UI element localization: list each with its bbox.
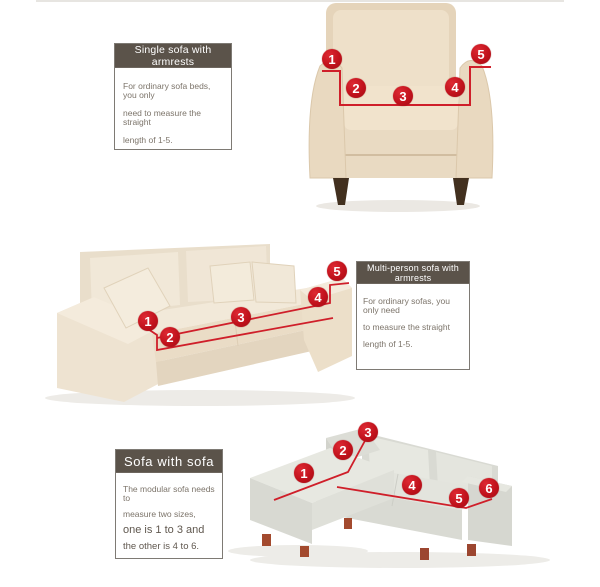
panel-body-line: the other is 4 to 6. — [123, 541, 200, 552]
panel-body-line: to measure the straight — [363, 322, 450, 332]
panel-title: Multi-person sofa with armrests — [357, 262, 469, 284]
panel-body — [357, 284, 469, 349]
panel-body-line: For ordinary sofas, you only need — [363, 296, 450, 315]
multi-sofa-illustration — [45, 244, 355, 406]
panel-body-line: The modular sofa needs to — [123, 484, 215, 503]
panel-body — [115, 68, 231, 145]
measure-point-5: 5 — [449, 488, 469, 508]
panel-body-line: For ordinary sofa beds, you only — [123, 81, 211, 100]
measure-point-3: 3 — [358, 422, 378, 442]
measure-point-1: 1 — [322, 49, 342, 69]
sectional-sofa-illustration — [228, 428, 550, 568]
info-panel-sectional-sofa — [115, 449, 223, 559]
info-panel-single-sofa — [114, 43, 232, 150]
info-panel-multi-sofa — [356, 261, 470, 370]
measure-point-1: 1 — [138, 311, 158, 331]
measure-point-3: 3 — [231, 307, 251, 327]
panel-body — [116, 473, 222, 551]
measure-point-5: 5 — [471, 44, 491, 64]
measure-point-5: 5 — [327, 261, 347, 281]
panel-body-line: length of 1-5. — [123, 135, 173, 145]
measure-point-2: 2 — [160, 327, 180, 347]
armchair-illustration — [309, 3, 493, 212]
panel-body-line: one is 1 to 3 and — [123, 524, 205, 536]
measure-point-6: 6 — [479, 478, 499, 498]
measure-point-4: 4 — [308, 287, 328, 307]
measure-point-4: 4 — [445, 77, 465, 97]
measure-point-1: 1 — [294, 463, 314, 483]
panel-body-line: length of 1-5. — [363, 339, 413, 349]
measure-point-3: 3 — [393, 86, 413, 106]
panel-body-line: measure two sizes, — [123, 509, 196, 519]
panel-body-line: need to measure the straight — [123, 108, 201, 127]
panel-title: Single sofa with armrests — [115, 44, 231, 68]
measure-point-4: 4 — [402, 475, 422, 495]
panel-title: Sofa with sofa — [116, 450, 222, 473]
measure-point-2: 2 — [346, 78, 366, 98]
measure-point-2: 2 — [333, 440, 353, 460]
